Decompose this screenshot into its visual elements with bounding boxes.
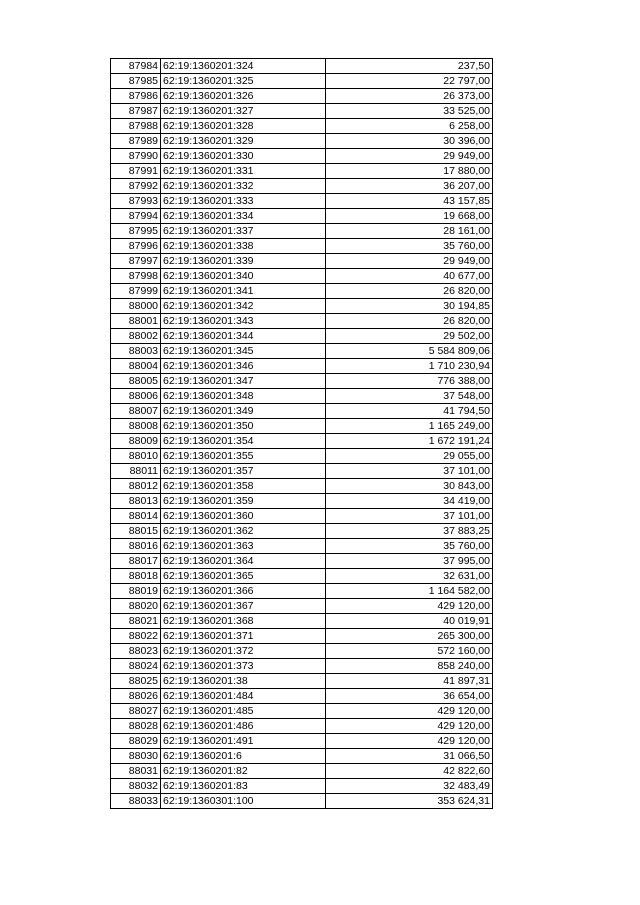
table-row [111,599,493,614]
table-row [111,434,493,449]
cadastral-number-cell: 62:19:1360201:334 [161,209,326,224]
cadastral-number-cell: 62:19:1360201:347 [161,374,326,389]
value-cell: 35 760,00 [326,239,493,254]
cadastral-number-cell: 62:19:1360201:333 [161,194,326,209]
value-cell: 26 820,00 [326,284,493,299]
table-row [111,614,493,629]
value-cell: 1 710 230,94 [326,359,493,374]
value-cell: 28 161,00 [326,224,493,239]
row-number-cell: 88022 [111,629,161,644]
table-row [111,314,493,329]
table-row [111,329,493,344]
cadastral-number-cell: 62:19:1360201:371 [161,629,326,644]
value-cell: 1 164 582,00 [326,584,493,599]
value-cell: 429 120,00 [326,734,493,749]
value-cell: 6 258,00 [326,119,493,134]
table-row [111,194,493,209]
value-cell: 34 419,00 [326,494,493,509]
table-row [111,254,493,269]
cadastral-number-cell: 62:19:1360201:38 [161,674,326,689]
row-number-cell: 88013 [111,494,161,509]
cadastral-number-cell: 62:19:1360201:82 [161,764,326,779]
row-number-cell: 88012 [111,479,161,494]
table-row [111,209,493,224]
cadastral-number-cell: 62:19:1360201:491 [161,734,326,749]
row-number-cell: 88027 [111,704,161,719]
value-cell: 35 760,00 [326,539,493,554]
cadastral-number-cell: 62:19:1360201:360 [161,509,326,524]
row-number-cell: 87985 [111,74,161,89]
value-cell: 37 995,00 [326,554,493,569]
cadastral-number-cell: 62:19:1360201:345 [161,344,326,359]
value-cell: 37 548,00 [326,389,493,404]
row-number-cell: 88024 [111,659,161,674]
cadastral-number-cell: 62:19:1360201:342 [161,299,326,314]
table-row [111,344,493,359]
value-cell: 237,50 [326,59,493,74]
table-row [111,749,493,764]
table-row [111,629,493,644]
row-number-cell: 87998 [111,269,161,284]
table-row [111,104,493,119]
cadastral-number-cell: 62:19:1360201:484 [161,689,326,704]
row-number-cell: 87993 [111,194,161,209]
value-cell: 29 502,00 [326,329,493,344]
cadastral-number-cell: 62:19:1360201:337 [161,224,326,239]
row-number-cell: 88010 [111,449,161,464]
cadastral-number-cell: 62:19:1360201:366 [161,584,326,599]
table-row [111,359,493,374]
cadastral-number-cell: 62:19:1360201:83 [161,779,326,794]
cadastral-number-cell: 62:19:1360201:338 [161,239,326,254]
row-number-cell: 88028 [111,719,161,734]
table-row [111,704,493,719]
value-cell: 41 897,31 [326,674,493,689]
row-number-cell: 87988 [111,119,161,134]
cadastral-number-cell: 62:19:1360201:486 [161,719,326,734]
table-row [111,374,493,389]
row-number-cell: 88003 [111,344,161,359]
row-number-cell: 88004 [111,359,161,374]
value-cell: 36 654,00 [326,689,493,704]
cadastral-number-cell: 62:19:1360201:357 [161,464,326,479]
row-number-cell: 88011 [111,464,161,479]
cadastral-number-cell: 62:19:1360201:355 [161,449,326,464]
value-cell: 26 373,00 [326,89,493,104]
row-number-cell: 88019 [111,584,161,599]
value-cell: 19 668,00 [326,209,493,224]
row-number-cell: 87987 [111,104,161,119]
table-row [111,554,493,569]
row-number-cell: 88000 [111,299,161,314]
cadastral-number-cell: 62:19:1360201:340 [161,269,326,284]
value-cell: 572 160,00 [326,644,493,659]
cadastral-number-cell: 62:19:1360201:362 [161,524,326,539]
value-cell: 32 483,49 [326,779,493,794]
row-number-cell: 88020 [111,599,161,614]
row-number-cell: 88016 [111,539,161,554]
cadastral-number-cell: 62:19:1360201:330 [161,149,326,164]
value-cell: 29 949,00 [326,149,493,164]
cadastral-number-cell: 62:19:1360201:328 [161,119,326,134]
row-number-cell: 87991 [111,164,161,179]
cadastral-number-cell: 62:19:1360201:341 [161,284,326,299]
row-number-cell: 87997 [111,254,161,269]
cadastral-value-table [110,58,493,809]
row-number-cell: 87984 [111,59,161,74]
cadastral-number-cell: 62:19:1360201:359 [161,494,326,509]
table-row [111,134,493,149]
row-number-cell: 88017 [111,554,161,569]
cadastral-number-cell: 62:19:1360201:344 [161,329,326,344]
table-row [111,539,493,554]
value-cell: 1 672 191,24 [326,434,493,449]
cadastral-number-cell: 62:19:1360201:6 [161,749,326,764]
row-number-cell: 88030 [111,749,161,764]
row-number-cell: 88026 [111,689,161,704]
value-cell: 37 883,25 [326,524,493,539]
row-number-cell: 88025 [111,674,161,689]
row-number-cell: 87994 [111,209,161,224]
cadastral-number-cell: 62:19:1360201:365 [161,569,326,584]
table-row [111,149,493,164]
row-number-cell: 88001 [111,314,161,329]
row-number-cell: 88005 [111,374,161,389]
table-row [111,239,493,254]
value-cell: 40 677,00 [326,269,493,284]
row-number-cell: 88018 [111,569,161,584]
value-cell: 42 822,60 [326,764,493,779]
cadastral-number-cell: 62:19:1360201:339 [161,254,326,269]
table-row [111,794,493,809]
cadastral-number-cell: 62:19:1360201:354 [161,434,326,449]
table-row [111,389,493,404]
row-number-cell: 88031 [111,764,161,779]
cadastral-number-cell: 62:19:1360201:327 [161,104,326,119]
value-cell: 30 843,00 [326,479,493,494]
row-number-cell: 88015 [111,524,161,539]
cadastral-number-cell: 62:19:1360201:324 [161,59,326,74]
cadastral-number-cell: 62:19:1360201:350 [161,419,326,434]
table-row [111,494,493,509]
cadastral-number-cell: 62:19:1360201:329 [161,134,326,149]
value-cell: 31 066,50 [326,749,493,764]
value-cell: 265 300,00 [326,629,493,644]
row-number-cell: 88008 [111,419,161,434]
row-number-cell: 88029 [111,734,161,749]
table-row [111,59,493,74]
table-row [111,449,493,464]
cadastral-number-cell: 62:19:1360201:364 [161,554,326,569]
cadastral-number-cell: 62:19:1360201:358 [161,479,326,494]
table-row [111,689,493,704]
row-number-cell: 88033 [111,794,161,809]
value-cell: 353 624,31 [326,794,493,809]
table-row [111,89,493,104]
value-cell: 30 396,00 [326,134,493,149]
row-number-cell: 87992 [111,179,161,194]
row-number-cell: 88014 [111,509,161,524]
table-body [111,59,493,809]
table-row [111,464,493,479]
value-cell: 32 631,00 [326,569,493,584]
row-number-cell: 88009 [111,434,161,449]
value-cell: 429 120,00 [326,599,493,614]
value-cell: 22 797,00 [326,74,493,89]
value-cell: 41 794,50 [326,404,493,419]
table-row [111,584,493,599]
value-cell: 40 019,91 [326,614,493,629]
row-number-cell: 87996 [111,239,161,254]
row-number-cell: 87990 [111,149,161,164]
cadastral-number-cell: 62:19:1360201:349 [161,404,326,419]
table-row [111,509,493,524]
table-row [111,164,493,179]
value-cell: 37 101,00 [326,464,493,479]
row-number-cell: 88007 [111,404,161,419]
table-row [111,299,493,314]
value-cell: 1 165 249,00 [326,419,493,434]
row-number-cell: 88021 [111,614,161,629]
cadastral-number-cell: 62:19:1360201:367 [161,599,326,614]
table-row [111,224,493,239]
table-row [111,284,493,299]
value-cell: 5 584 809,06 [326,344,493,359]
cadastral-number-cell: 62:19:1360201:332 [161,179,326,194]
cadastral-number-cell: 62:19:1360201:368 [161,614,326,629]
table-row [111,659,493,674]
table-row [111,404,493,419]
row-number-cell: 88023 [111,644,161,659]
cadastral-number-cell: 62:19:1360201:363 [161,539,326,554]
value-cell: 29 055,00 [326,449,493,464]
table-row [111,74,493,89]
row-number-cell: 87986 [111,89,161,104]
row-number-cell: 88006 [111,389,161,404]
cadastral-number-cell: 62:19:1360201:348 [161,389,326,404]
value-cell: 858 240,00 [326,659,493,674]
value-cell: 26 820,00 [326,314,493,329]
table-row [111,569,493,584]
table-row [111,734,493,749]
value-cell: 429 120,00 [326,719,493,734]
row-number-cell: 87989 [111,134,161,149]
cadastral-number-cell: 62:19:1360201:372 [161,644,326,659]
cadastral-number-cell: 62:19:1360201:326 [161,89,326,104]
cadastral-number-cell: 62:19:1360201:343 [161,314,326,329]
row-number-cell: 87995 [111,224,161,239]
row-number-cell: 87999 [111,284,161,299]
value-cell: 43 157,85 [326,194,493,209]
value-cell: 36 207,00 [326,179,493,194]
table-row [111,674,493,689]
value-cell: 30 194,85 [326,299,493,314]
cadastral-number-cell: 62:19:1360201:331 [161,164,326,179]
table-row [111,119,493,134]
cadastral-number-cell: 62:19:1360301:100 [161,794,326,809]
table-row [111,479,493,494]
value-cell: 429 120,00 [326,704,493,719]
table-row [111,719,493,734]
row-number-cell: 88032 [111,779,161,794]
table-row [111,419,493,434]
table-row [111,779,493,794]
value-cell: 17 880,00 [326,164,493,179]
table-row [111,524,493,539]
table-row [111,644,493,659]
table-row [111,179,493,194]
table-row [111,764,493,779]
value-cell: 29 949,00 [326,254,493,269]
value-cell: 37 101,00 [326,509,493,524]
cadastral-number-cell: 62:19:1360201:346 [161,359,326,374]
cadastral-number-cell: 62:19:1360201:325 [161,74,326,89]
row-number-cell: 88002 [111,329,161,344]
value-cell: 776 388,00 [326,374,493,389]
value-cell: 33 525,00 [326,104,493,119]
cadastral-number-cell: 62:19:1360201:373 [161,659,326,674]
table-row [111,269,493,284]
cadastral-number-cell: 62:19:1360201:485 [161,704,326,719]
